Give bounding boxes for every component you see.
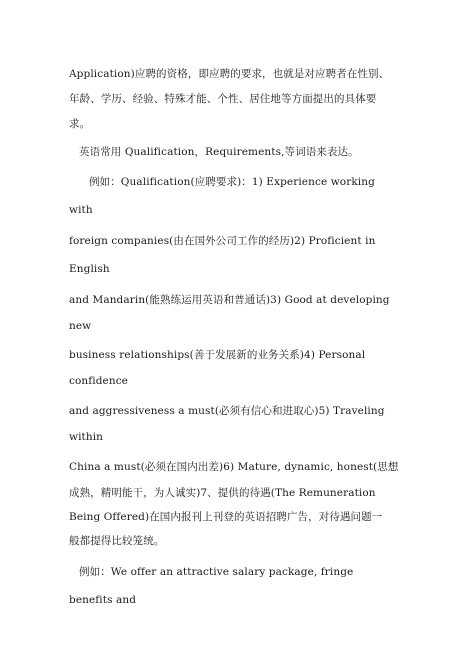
text-line: 般都提得比较笼统。 (69, 535, 165, 547)
text-line: Application)应聘的资格，即应聘的要求，也就是对应聘者在性别、 (69, 68, 390, 80)
text-line: benefits and (69, 594, 137, 606)
text-line: 年龄、学历、经验、特殊才能、个性、居住地等方面提出的具体要 (69, 93, 377, 105)
text-line: 成熟，精明能干，为人诚实)7、提供的待遇(The Remuneration (69, 487, 376, 499)
text-line: confidence (69, 375, 129, 387)
text-line: new (69, 320, 92, 332)
text-line: China a must(必须在国内出差)6) Mature, dynamic, honest(思想 (69, 461, 399, 473)
text-line: 例如：We offer an attractive salary package, fringe (79, 566, 354, 578)
text-line: 英语常用 Qualification，Requirements,等词语来表达。 (79, 146, 359, 158)
text-line: 例如：Qualification(应聘要求)：1) Experience working (89, 176, 375, 188)
text-line: English (69, 263, 110, 275)
text-line: foreign companies(由在国外公司工作的经历)2) Proficient in (69, 235, 376, 247)
text-line: within (69, 431, 104, 443)
text-line: business relationships(善于发展新的业务关系)4) Personal (69, 349, 366, 361)
text-line: Being Offered)在国内报刊上刊登的英语招聘广告，对待遇问题一 (69, 511, 383, 523)
text-line: and Mandarin(能熟练运用英语和普通话)3) Good at developing (69, 294, 390, 306)
text-line: and aggressiveness a must(必须有信心和进取心)5) Traveling (69, 405, 385, 417)
text-line: with (69, 204, 93, 216)
text-line: 求。 (69, 118, 91, 130)
